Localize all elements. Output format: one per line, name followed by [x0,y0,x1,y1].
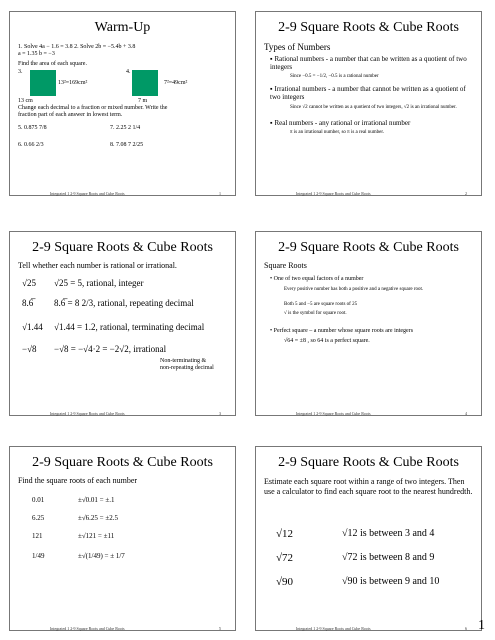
problem-6: 6. 0.66 2/3 [18,142,44,148]
note: non-repeating decimal [160,365,214,371]
sub-bullet: Every positive number has both a positive and a negative square root. [284,287,424,292]
estimate: √72 is between 8 and 9 [342,552,435,563]
bullet-irrational: ▪ Irrational numbers - a number that cannot be written as a quotient of two integers [270,85,470,101]
instruction: Change each decimal to a fraction or mixed number. Write the [18,105,168,111]
footer-course: Integrated 1 2-9 Square Roots and Cube Roots [296,626,371,631]
section-heading: Square Roots [264,261,307,270]
expression: √12 [276,528,294,540]
note: Non-terminating & [160,358,207,364]
expression: √90 [276,576,294,588]
expression: √72 [276,552,294,564]
problem-3-label: 3. [18,69,23,75]
section-heading: Types of Numbers [264,42,331,52]
instruction: Estimate each square root within a range of two integers. Then use a calculator to find each square root to the nearest hundredth. [264,477,473,496]
footer-course: Integrated 1 2-9 Square Roots and Cube Roots [296,191,371,196]
estimate: √90 is between 9 and 10 [342,576,440,587]
green-square-7 [132,70,158,96]
irrational-example: Since √2 cannot be written as a quotient of two integers, √2 is an irrational number. [290,105,457,110]
expression-answer: √25 = 5, rational, integer [54,278,144,288]
dimension-13cm: 13 cm [18,98,33,104]
slide-title: 2-9 Square Roots & Cube Roots [32,240,213,255]
expression: −√8 [22,344,37,354]
instruction: Find the area of each square. [18,61,87,67]
problem-line: 1. Solve 4a − 1.6 = 3.8 2. Solve 2b = −5.4b + 3.8 [18,44,136,50]
slide-title: 2-9 Square Roots & Cube Roots [32,455,213,470]
bullet-real: ▪ Real numbers - any rational or irrational number [270,119,470,127]
instruction: fraction part of each answer in lowest term. [18,112,123,118]
slide-title: 2-9 Square Roots & Cube Roots [278,455,459,470]
expression: √25 [22,278,36,288]
sub-bullet: Both 5 and −5 are square roots of 25 [284,302,358,307]
footer-slide-number: 2 [465,191,467,196]
number: 6.25 [32,514,45,522]
slide-title: 2-9 Square Roots & Cube Roots [278,20,459,35]
slide-3-rational-irrational [9,231,236,416]
footer-course: Integrated 1 2-9 Square Roots and Cube Roots [296,411,371,416]
sub-bullet: √ is the symbol for square root. [284,311,347,316]
expression: 8.6̅ [22,298,34,308]
slide-1-warm-up [9,11,236,196]
footer-slide-number: 3 [219,411,221,416]
slide-5-find-square-roots [9,446,236,631]
bullet-definition: • One of two equal factors of a number [270,276,364,282]
footer-slide-number: 4 [465,411,467,416]
footer-course: Integrated 1 2-9 Square Roots and Cube Roots [50,626,125,631]
number-answer: ±√(1/49) = ± 1/7 [78,552,125,560]
expression-answer: −√8 = −√4·2 = −2√2, irrational [54,344,167,354]
answer-4: 7²=49cm² [164,80,188,86]
expression-answer: 8.6̅ = 8 2/3, rational, repeating decimal [54,298,194,308]
number-answer: ±√0.01 = ±.1 [78,496,115,504]
footer-slide-number: 5 [219,626,221,631]
footer-course: Integrated 1 2-9 Square Roots and Cube Roots [50,191,125,196]
instruction: Tell whether each number is rational or irrational. [18,261,177,270]
number-answer: ±√121 = ±11 [78,532,115,540]
expression: √1.44 [22,322,43,332]
bullet-text: One of two equal factors of a number [273,276,364,282]
slide-4-square-roots [255,231,482,416]
problem-8: 8. 7.08 7 2/25 [110,142,144,148]
footer-course: Integrated 1 2-9 Square Roots and Cube Roots [50,411,125,416]
problem-5: 5. 0.875 7/8 [18,125,47,131]
slide-6-estimate-square-roots [255,446,482,631]
footer-slide-number: 6 [465,626,467,631]
bullet-rational: ▪ Rational numbers - a number that can be written as a quotient of two integers [270,55,470,71]
number: 121 [32,532,43,540]
green-square-13 [30,70,56,96]
answer-3: 13²=169cm² [58,80,88,86]
problem-4-label: 4. [126,69,131,75]
problem-7: 7. 2.25 2 1/4 [110,125,141,131]
expression-answer: √1.44 = 1.2, rational, terminating decimal [54,322,205,332]
bullet-perfect-square: • Perfect square – a number whose square roots are integers [270,328,414,334]
slide-title: 2-9 Square Roots & Cube Roots [278,240,459,255]
rational-example: Since −0.5 = −1/2, −0.5 is a rational number [290,74,379,79]
dimension-7m: 7 m [138,98,148,104]
sub-bullet: √64 = ±8 , so 64 is a perfect square. [284,338,370,344]
number: 0.01 [32,496,45,504]
number-answer: ±√6.25 = ±2.5 [78,514,118,522]
instruction: Find the square roots of each number [18,476,138,485]
problem-answer: a = 1.35 b = −3 [18,51,55,57]
page-number: 1 [478,618,485,633]
bullet-text: Perfect square – a number whose square roots are integers [273,328,414,334]
number: 1/49 [32,552,45,560]
estimate: √12 is between 3 and 4 [342,528,435,539]
footer-slide-number: 1 [219,191,221,196]
slide-2-types-of-numbers [255,11,482,196]
real-example: π is an irrational number, so π is a real number. [290,130,384,135]
slide-title: Warm-Up [94,20,151,35]
